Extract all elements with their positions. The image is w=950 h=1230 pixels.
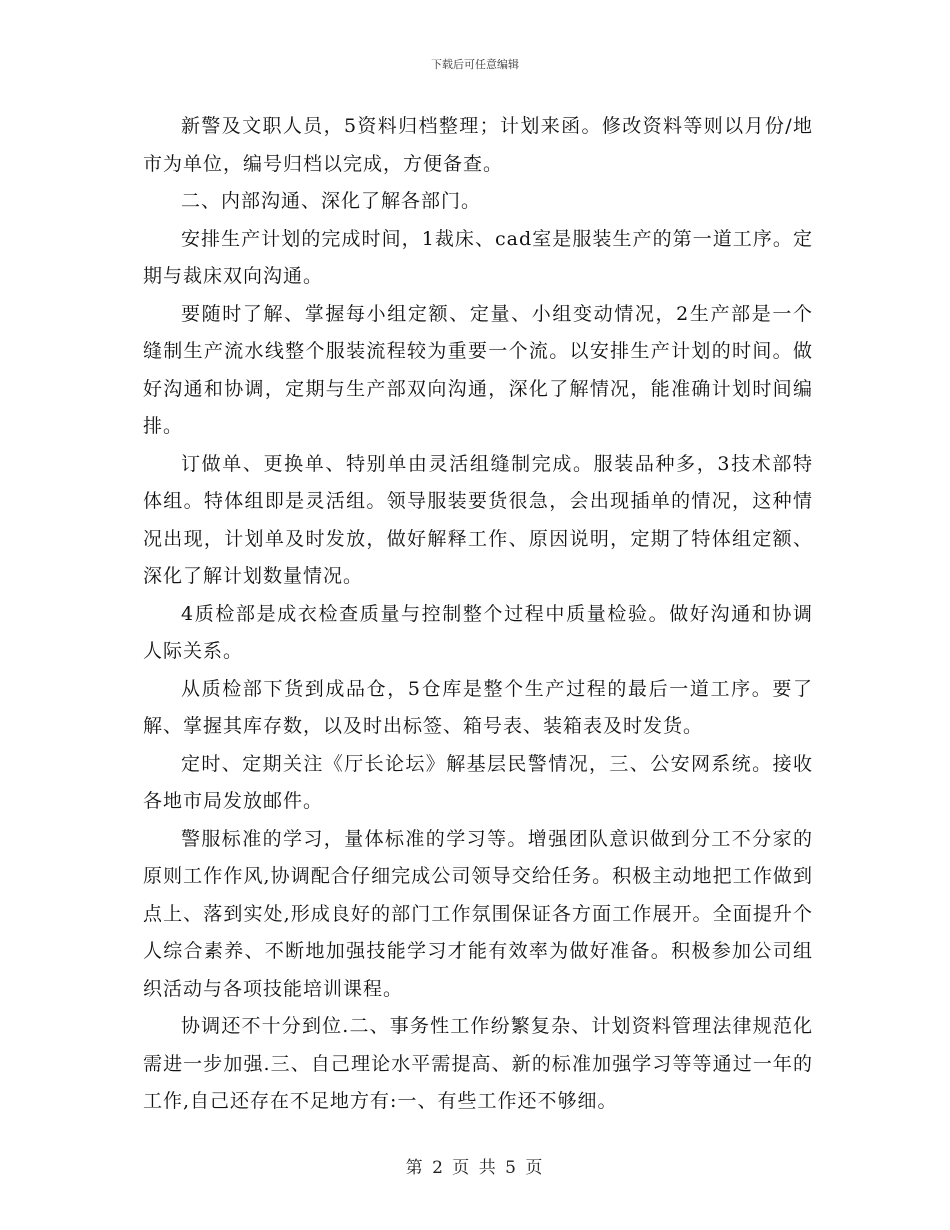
page-header: 下载后可任意编辑 (431, 58, 519, 71)
paragraph: 新警及文职人员，5资料归档整理；计划来函。修改资料等则以月份/地市为单位，编号归档以完成，方便备查。 (143, 115, 813, 175)
paragraph: 4质检部是成衣检查质量与控制整个过程中质量检验。做好沟通和协调人际关系。 (143, 602, 813, 662)
paragraph: 协调还不十分到位.二、事务性工作纷繁复杂、计划资料管理法律规范化需进一步加强.三、自己理论水平需提高、新的标准加强学习等等通过一年的工作,自己还存在不足地方有:一、有些工作还不够细。 (143, 1015, 813, 1112)
paragraph: 安排生产计划的完成时间，1裁床、cad室是服装生产的第一道工序。定期与裁床双向沟通。 (143, 227, 813, 287)
page-number: 第 2 页 共 5 页 (405, 1158, 545, 1178)
paragraph: 定时、定期关注《厅长论坛》解基层民警情况，三、公安网系统。接收各地市局发放邮件。 (143, 752, 813, 812)
paragraph: 警服标准的学习，量体标准的学习等。增强团队意识做到分工不分家的原则工作作风,协调配合仔细完成公司领导交给任务。积极主动地把工作做到点上、落到实处,形成良好的部门工作氛围保证各方面工作展开。全面提升个人综合素养、不断地加强技能学习才能有效率为做好准备。积极参加公司组织活动与各项技能培训课程。 (143, 827, 813, 1000)
paragraph: 订做单、更换单、特别单由灵活组缝制完成。服装品种多，3技术部特体组。特体组即是灵活组。领导服装要货很急，会出现插单的情况，这种情况出现，计划单及时发放，做好解释工作、原因说明，定期了特体组定额、深化了解计划数量情况。 (143, 452, 813, 587)
paragraph: 二、内部沟通、深化了解各部门。 (181, 190, 482, 212)
document-body (143, 108, 813, 1121)
paragraph: 从质检部下货到成品仓，5仓库是整个生产过程的最后一道工序。要了解、掌握其库存数，以及时出标签、箱号表、装箱表及时发货。 (143, 677, 813, 737)
paragraph: 要随时了解、掌握每小组定额、定量、小组变动情况，2生产部是一个缝制生产流水线整个服装流程较为重要一个流。以安排生产计划的时间。做好沟通和协调，定期与生产部双向沟通，深化了解情况，能准确计划时间编排。 (143, 302, 813, 437)
